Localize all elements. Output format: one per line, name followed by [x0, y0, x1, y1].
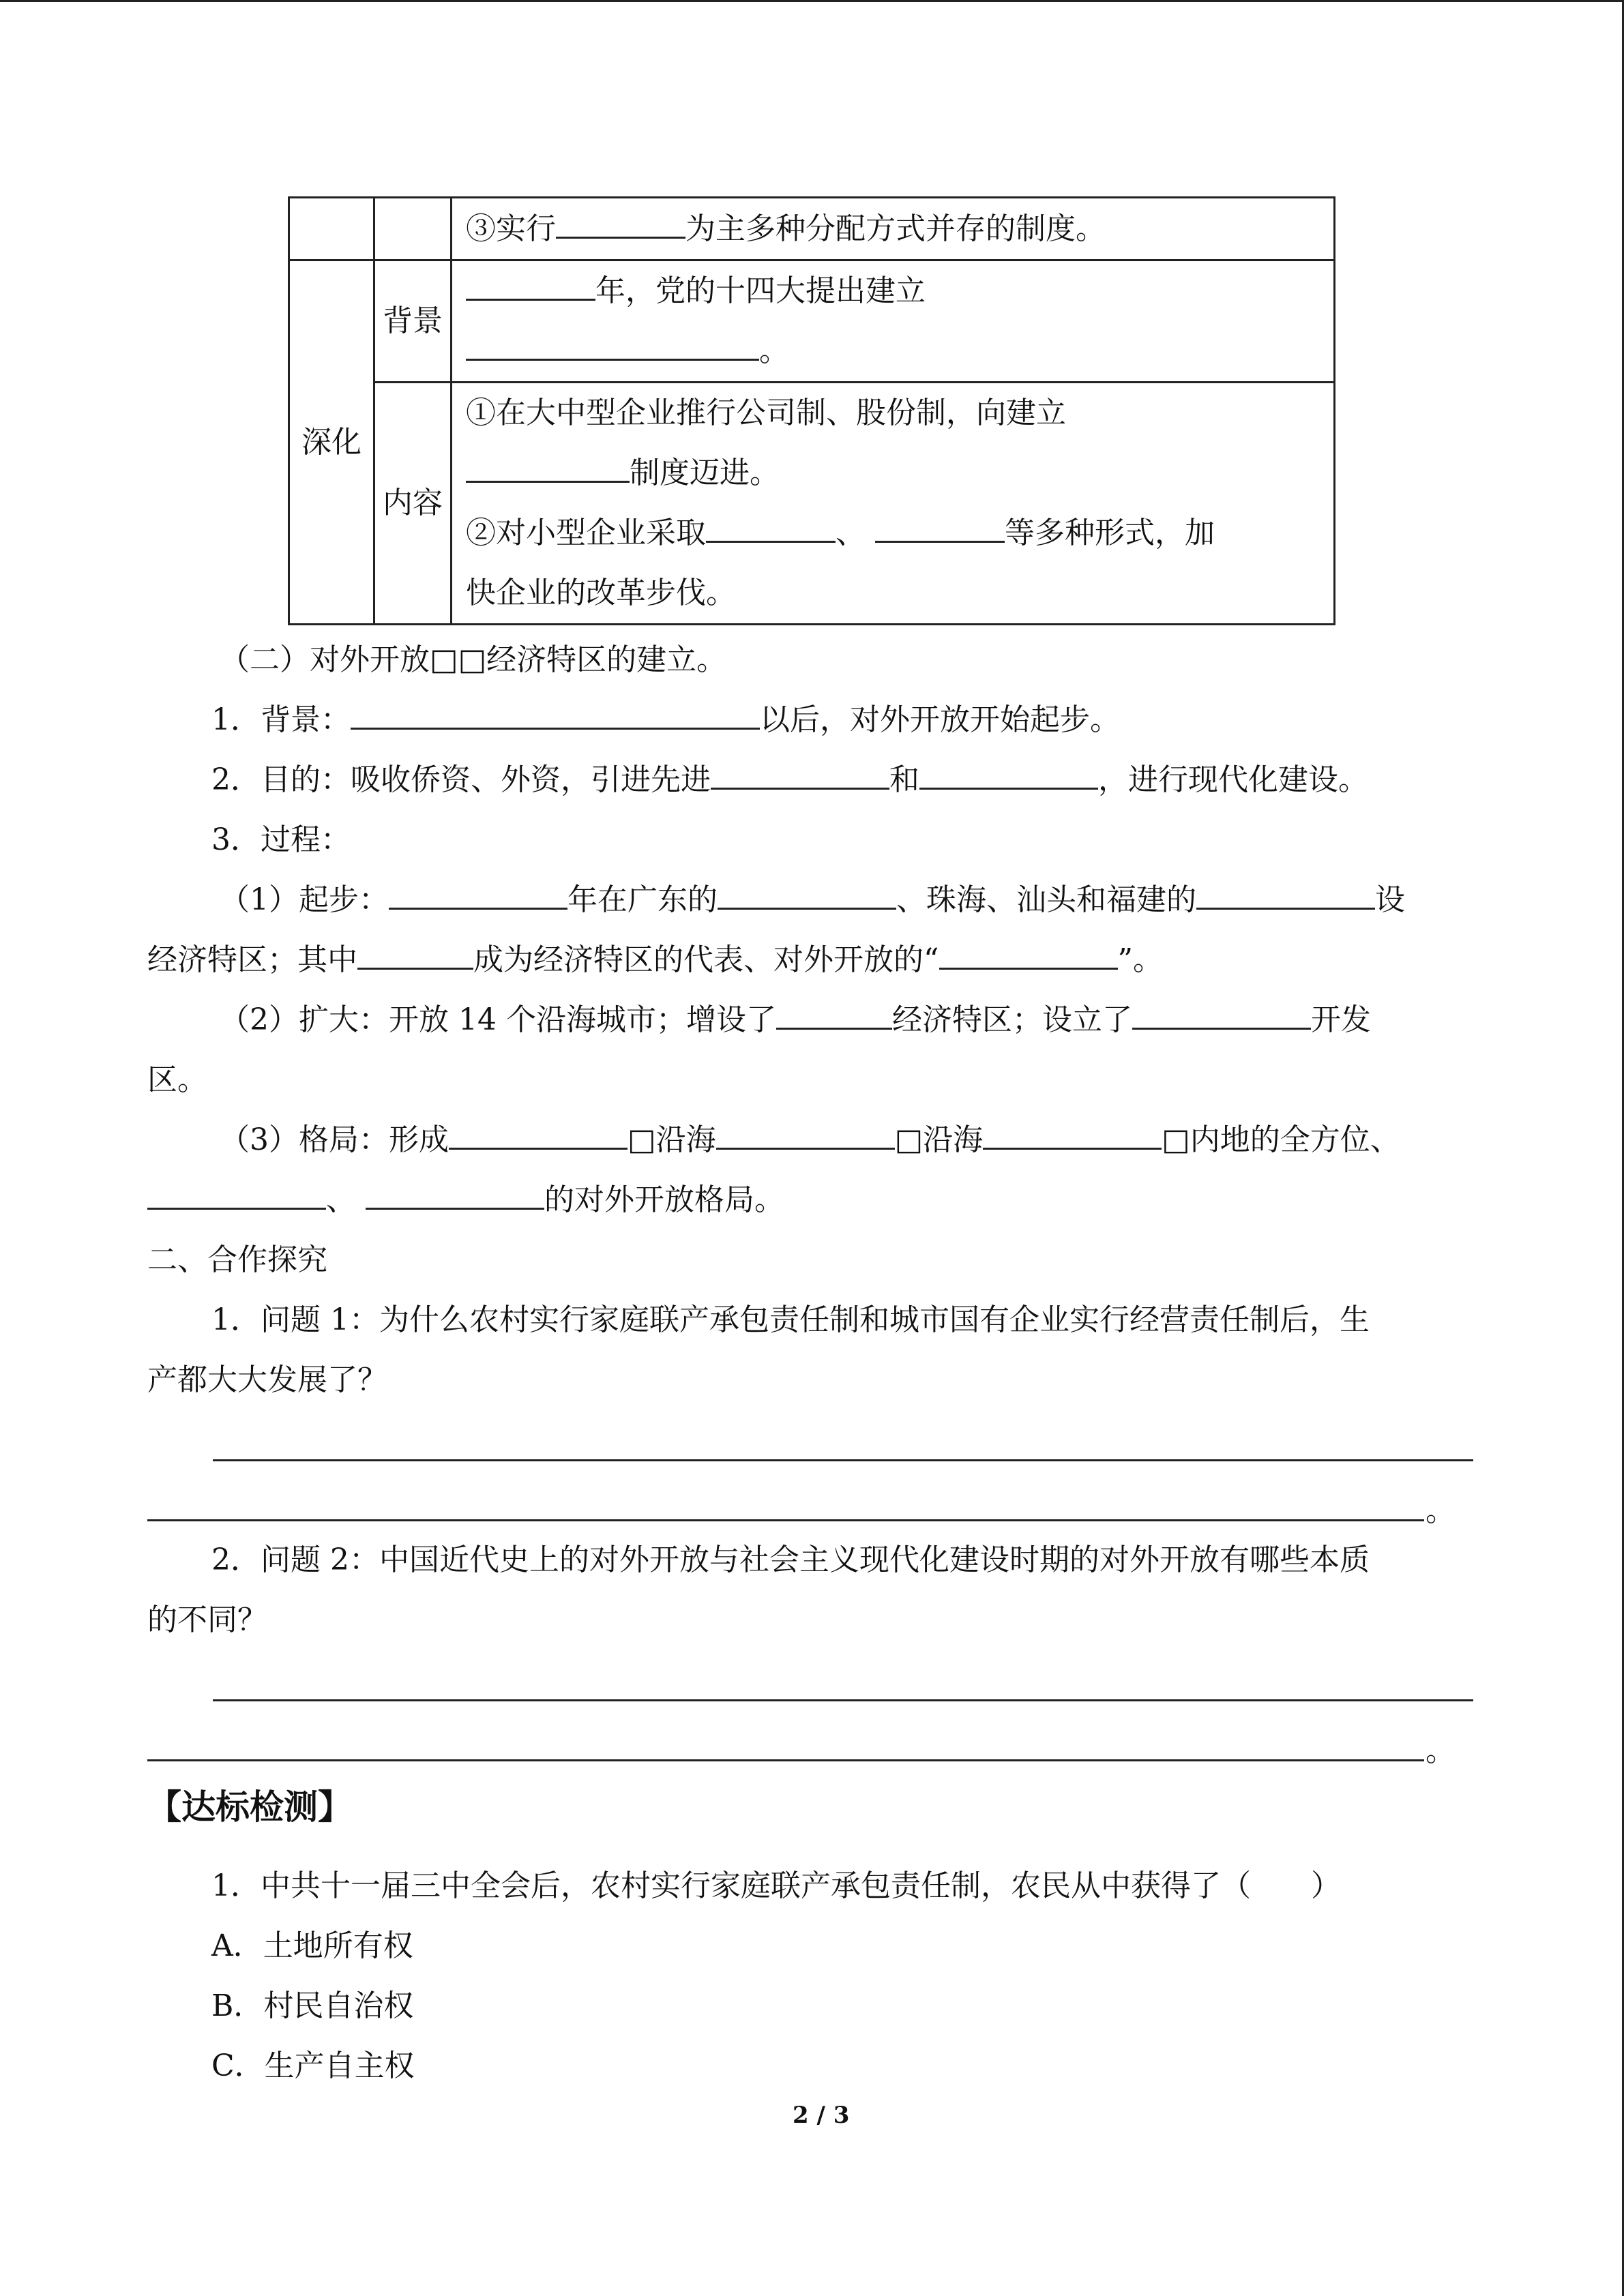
expand-line-1: （2）扩大：开放 14 个沿海城市；增设了 经济特区；设立了 开发	[220, 1002, 1371, 1037]
page-top-border	[0, 0, 1624, 2]
background-label: 背景	[374, 260, 452, 383]
fill-blank[interactable]	[357, 942, 473, 970]
answer-line[interactable]	[213, 1699, 1473, 1701]
content-label: 内容	[374, 383, 452, 625]
test-question-1: 1．中共十一届三中全会后，农村实行家庭联产承包责任制，农民从中获得了（ ）	[211, 1868, 1341, 1903]
table-row-distribution: ③实行 为主多种分配方式并存的制度。	[452, 198, 1335, 260]
start-line-1: （1）起步： 年在广东的 、珠海、汕头和福建的 设	[220, 882, 1405, 917]
q2-line-1: 2．问题 2：中国近代史上的对外开放与社会主义现代化建设时期的对外开放有哪些本质	[211, 1542, 1370, 1577]
coop-title: 二、合作探究	[147, 1242, 327, 1277]
fill-blank[interactable]	[919, 762, 1098, 790]
answer-line[interactable]	[213, 1459, 1473, 1461]
background-content: 年，党的十四大提出建立 。	[452, 260, 1335, 383]
table-cell-empty	[374, 198, 452, 260]
start-line-2: 经济特区；其中 成为经济特区的代表、对外开放的“ ”。	[147, 942, 1163, 977]
fill-blank[interactable]	[875, 515, 1005, 543]
test-heading: 【达标检测】	[147, 1787, 352, 1827]
fill-blank[interactable]	[983, 1122, 1162, 1150]
fill-blank[interactable]	[466, 273, 595, 301]
fill-blank[interactable]	[389, 882, 567, 910]
fill-blank[interactable]	[556, 211, 685, 239]
content-content: ①在大中型企业推行公司制、股份制，向建立 制度迈进。 ②对小型企业采取 、 等多种形式，加 快企业的改革步伐。	[452, 383, 1335, 625]
fill-blank[interactable]	[716, 1122, 895, 1150]
page-number: 2 / 3	[793, 2102, 850, 2129]
fill-blank[interactable]	[776, 1002, 892, 1030]
background-line: 1．背景： 以后，对外开放开始起步。	[211, 702, 1120, 737]
fill-blank[interactable]	[706, 515, 836, 543]
process-line: 3．过程：	[211, 822, 351, 857]
answer-line[interactable]	[147, 1519, 1424, 1521]
fill-blank[interactable]	[466, 333, 759, 361]
table-cell-empty	[289, 198, 374, 260]
option-c[interactable]: C．生产自主权	[211, 2048, 415, 2083]
q2-line-2: 的不同？	[147, 1602, 267, 1637]
expand-line-2: 区。	[147, 1062, 207, 1097]
option-a[interactable]: A．土地所有权	[211, 1928, 413, 1963]
option-b[interactable]: B．村民自治权	[211, 1988, 414, 2023]
q1-line-2: 产都大大发展了？	[147, 1362, 387, 1397]
fill-blank[interactable]	[711, 762, 889, 790]
fill-blank[interactable]	[466, 455, 630, 483]
fill-blank[interactable]	[147, 1182, 326, 1210]
fill-blank[interactable]	[366, 1182, 544, 1210]
fill-blank[interactable]	[1132, 1002, 1311, 1030]
q1-end: 。	[1426, 1493, 1456, 1528]
aim-line: 2．目的：吸收侨资、外资，引进先进 和 ，进行现代化建设。	[211, 762, 1368, 797]
reform-table	[288, 196, 1335, 625]
q2-end: 。	[1426, 1733, 1456, 1768]
answer-line[interactable]	[147, 1759, 1424, 1761]
fill-blank[interactable]	[449, 1122, 628, 1150]
q1-line-1: 1．问题 1：为什么农村实行家庭联产承包责任制和城市国有企业实行经营责任制后，生	[211, 1302, 1370, 1337]
fill-blank[interactable]	[351, 702, 760, 730]
fill-blank[interactable]	[718, 882, 896, 910]
section-open-title: （二）对外开放□□经济特区的建立。	[220, 642, 727, 677]
pattern-line-2: 、 的对外开放格局。	[147, 1180, 784, 1221]
fill-blank[interactable]	[939, 942, 1118, 970]
deepen-label: 深化	[289, 260, 374, 625]
fill-blank[interactable]	[1196, 882, 1375, 910]
pattern-line-1: （3）格局：形成 □沿海 □沿海 □内地的全方位、	[220, 1122, 1400, 1157]
